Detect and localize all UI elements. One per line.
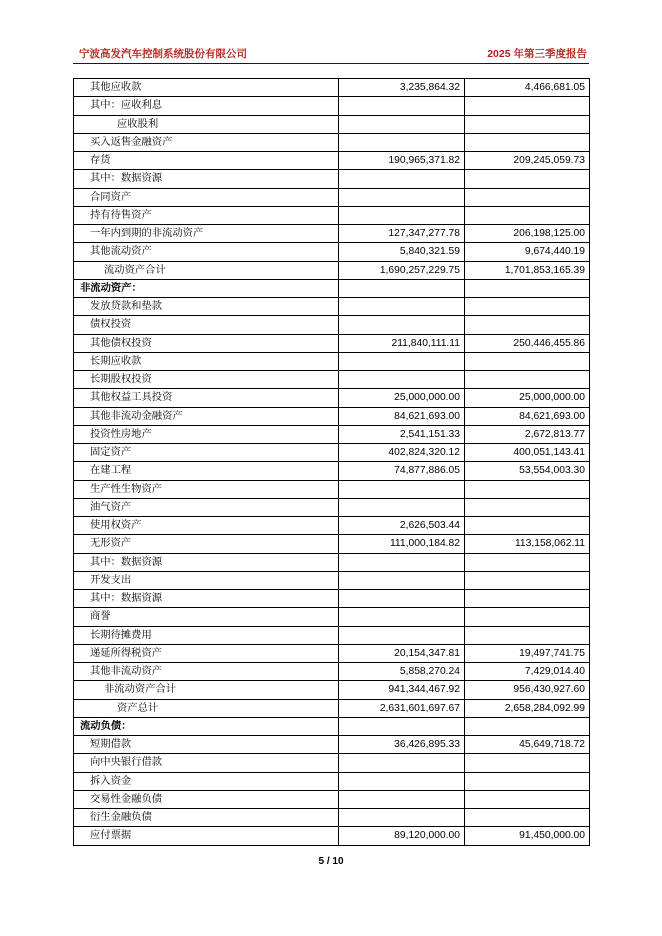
period-end-value [339, 790, 465, 808]
prior-year-end-value: 2,672,813.77 [465, 425, 590, 443]
row-label: 递延所得税资产 [74, 644, 339, 662]
table-row [74, 371, 590, 389]
period-end-value [339, 206, 465, 224]
table-row [74, 644, 590, 662]
table-row [74, 571, 590, 589]
table-row [74, 608, 590, 626]
table-row [74, 243, 590, 261]
prior-year-end-value [465, 170, 590, 188]
period-end-value [339, 480, 465, 498]
table-row [74, 425, 590, 443]
prior-year-end-value [465, 133, 590, 151]
row-label: 其他流动资产 [74, 243, 339, 261]
balance-sheet-body [74, 79, 590, 846]
period-end-value [339, 498, 465, 516]
period-end-value [339, 626, 465, 644]
prior-year-end-value: 9,674,440.19 [465, 243, 590, 261]
row-label: 非流动资产合计 [74, 681, 339, 699]
prior-year-end-value: 113,158,062.11 [465, 535, 590, 553]
prior-year-end-value [465, 115, 590, 133]
row-label: 其他债权投资 [74, 334, 339, 352]
row-label: 其中：应收利息 [74, 97, 339, 115]
period-end-value [339, 809, 465, 827]
period-end-value [339, 279, 465, 297]
period-end-value [339, 772, 465, 790]
row-label: 买入返售金融资产 [74, 133, 339, 151]
period-end-value: 190,965,371.82 [339, 152, 465, 170]
row-label: 其他权益工具投资 [74, 389, 339, 407]
prior-year-end-value: 1,701,853,165.39 [465, 261, 590, 279]
row-label: 交易性金融负债 [74, 790, 339, 808]
table-row [74, 188, 590, 206]
page-header [73, 47, 589, 64]
row-label: 拆入资金 [74, 772, 339, 790]
table-row [74, 170, 590, 188]
row-label: 投资性房地产 [74, 425, 339, 443]
row-label: 存货 [74, 152, 339, 170]
period-end-value [339, 133, 465, 151]
prior-year-end-value: 53,554,003.30 [465, 462, 590, 480]
prior-year-end-value: 956,430,927.60 [465, 681, 590, 699]
row-label: 短期借款 [74, 736, 339, 754]
prior-year-end-value: 400,051,143.41 [465, 444, 590, 462]
row-label: 其中：数据资源 [74, 553, 339, 571]
prior-year-end-value: 84,621,693.00 [465, 407, 590, 425]
row-label: 其他非流动资产 [74, 663, 339, 681]
period-end-value: 2,626,503.44 [339, 517, 465, 535]
row-label: 其中：数据资源 [74, 590, 339, 608]
row-label: 合同资产 [74, 188, 339, 206]
section-row [74, 279, 590, 297]
period-end-value [339, 352, 465, 370]
row-label: 长期应收款 [74, 352, 339, 370]
prior-year-end-value [465, 298, 590, 316]
period-end-value: 84,621,693.00 [339, 407, 465, 425]
period-end-value: 5,858,270.24 [339, 663, 465, 681]
balance-sheet-table [73, 78, 590, 846]
prior-year-end-value [465, 790, 590, 808]
table-row [74, 152, 590, 170]
prior-year-end-value [465, 553, 590, 571]
period-end-value [339, 571, 465, 589]
prior-year-end-value: 25,000,000.00 [465, 389, 590, 407]
row-label: 在建工程 [74, 462, 339, 480]
row-label: 其他应收款 [74, 79, 339, 97]
prior-year-end-value [465, 772, 590, 790]
row-label: 资产总计 [74, 699, 339, 717]
row-label: 发放贷款和垫款 [74, 298, 339, 316]
row-label: 油气资产 [74, 498, 339, 516]
prior-year-end-value [465, 498, 590, 516]
row-label: 应付票据 [74, 827, 339, 845]
period-end-value: 2,541,151.33 [339, 425, 465, 443]
prior-year-end-value: 250,446,455.86 [465, 334, 590, 352]
prior-year-end-value: 4,466,681.05 [465, 79, 590, 97]
table-row [74, 809, 590, 827]
prior-year-end-value [465, 717, 590, 735]
row-label: 使用权资产 [74, 517, 339, 535]
table-row [74, 407, 590, 425]
period-end-value: 36,426,895.33 [339, 736, 465, 754]
period-end-value [339, 170, 465, 188]
prior-year-end-value [465, 371, 590, 389]
row-label: 持有待售资产 [74, 206, 339, 224]
table-row [74, 480, 590, 498]
period-end-value [339, 608, 465, 626]
report-title: 2025 年第三季度报告 [487, 48, 587, 60]
row-label: 应收股利 [74, 115, 339, 133]
period-end-value: 127,347,277.78 [339, 225, 465, 243]
row-label: 长期股权投资 [74, 371, 339, 389]
row-label: 债权投资 [74, 316, 339, 334]
period-end-value: 5,840,321.59 [339, 243, 465, 261]
section-heading: 流动负债： [74, 717, 339, 735]
row-label: 流动资产合计 [74, 261, 339, 279]
table-row [74, 663, 590, 681]
prior-year-end-value [465, 480, 590, 498]
period-end-value [339, 188, 465, 206]
table-row [74, 754, 590, 772]
prior-year-end-value [465, 754, 590, 772]
prior-year-end-value: 19,497,741.75 [465, 644, 590, 662]
period-end-value: 402,824,320.12 [339, 444, 465, 462]
table-row [74, 498, 590, 516]
table-row [74, 553, 590, 571]
prior-year-end-value [465, 590, 590, 608]
period-end-value: 2,631,601,697.67 [339, 699, 465, 717]
prior-year-end-value [465, 626, 590, 644]
period-end-value: 89,120,000.00 [339, 827, 465, 845]
table-row [74, 389, 590, 407]
table-row [74, 225, 590, 243]
prior-year-end-value: 2,658,284,092.99 [465, 699, 590, 717]
table-row [74, 79, 590, 97]
table-row [74, 772, 590, 790]
period-end-value: 25,000,000.00 [339, 389, 465, 407]
table-row [74, 316, 590, 334]
period-end-value: 3,235,864.32 [339, 79, 465, 97]
table-row [74, 115, 590, 133]
table-row [74, 626, 590, 644]
section-heading: 非流动资产： [74, 279, 339, 297]
prior-year-end-value [465, 809, 590, 827]
table-row [74, 444, 590, 462]
period-end-value [339, 371, 465, 389]
row-label: 其他非流动金融资产 [74, 407, 339, 425]
table-row [74, 133, 590, 151]
row-label: 衍生金融负债 [74, 809, 339, 827]
period-end-value [339, 754, 465, 772]
table-row [74, 827, 590, 845]
row-label: 一年内到期的非流动资产 [74, 225, 339, 243]
period-end-value: 20,154,347.81 [339, 644, 465, 662]
prior-year-end-value [465, 517, 590, 535]
section-row [74, 717, 590, 735]
prior-year-end-value [465, 571, 590, 589]
period-end-value [339, 553, 465, 571]
table-row [74, 261, 590, 279]
prior-year-end-value [465, 188, 590, 206]
prior-year-end-value [465, 316, 590, 334]
prior-year-end-value [465, 97, 590, 115]
table-row [74, 97, 590, 115]
prior-year-end-value: 7,429,014.40 [465, 663, 590, 681]
period-end-value: 111,000,184.82 [339, 535, 465, 553]
table-row [74, 462, 590, 480]
table-row [74, 517, 590, 535]
table-row [74, 535, 590, 553]
table-row [74, 736, 590, 754]
prior-year-end-value [465, 608, 590, 626]
page-number: 5 / 10 [318, 856, 344, 867]
table-row [74, 699, 590, 717]
row-label: 其中：数据资源 [74, 170, 339, 188]
prior-year-end-value: 209,245,059.73 [465, 152, 590, 170]
period-end-value [339, 590, 465, 608]
row-label: 商誉 [74, 608, 339, 626]
table-row [74, 790, 590, 808]
prior-year-end-value: 206,198,125.00 [465, 225, 590, 243]
row-label: 向中央银行借款 [74, 754, 339, 772]
row-label: 固定资产 [74, 444, 339, 462]
period-end-value: 74,877,886.05 [339, 462, 465, 480]
prior-year-end-value: 45,649,718.72 [465, 736, 590, 754]
period-end-value [339, 298, 465, 316]
prior-year-end-value: 91,450,000.00 [465, 827, 590, 845]
period-end-value [339, 717, 465, 735]
prior-year-end-value [465, 352, 590, 370]
company-name: 宁波高发汽车控制系统股份有限公司 [79, 48, 247, 60]
prior-year-end-value [465, 206, 590, 224]
table-row [74, 590, 590, 608]
row-label: 生产性生物资产 [74, 480, 339, 498]
period-end-value [339, 115, 465, 133]
period-end-value: 941,344,467.92 [339, 681, 465, 699]
row-label: 长期待摊费用 [74, 626, 339, 644]
table-row [74, 298, 590, 316]
table-row [74, 681, 590, 699]
row-label: 无形资产 [74, 535, 339, 553]
period-end-value: 1,690,257,229.75 [339, 261, 465, 279]
prior-year-end-value [465, 279, 590, 297]
period-end-value [339, 97, 465, 115]
table-row [74, 206, 590, 224]
period-end-value: 211,840,111.11 [339, 334, 465, 352]
period-end-value [339, 316, 465, 334]
table-row [74, 352, 590, 370]
row-label: 开发支出 [74, 571, 339, 589]
table-row [74, 334, 590, 352]
